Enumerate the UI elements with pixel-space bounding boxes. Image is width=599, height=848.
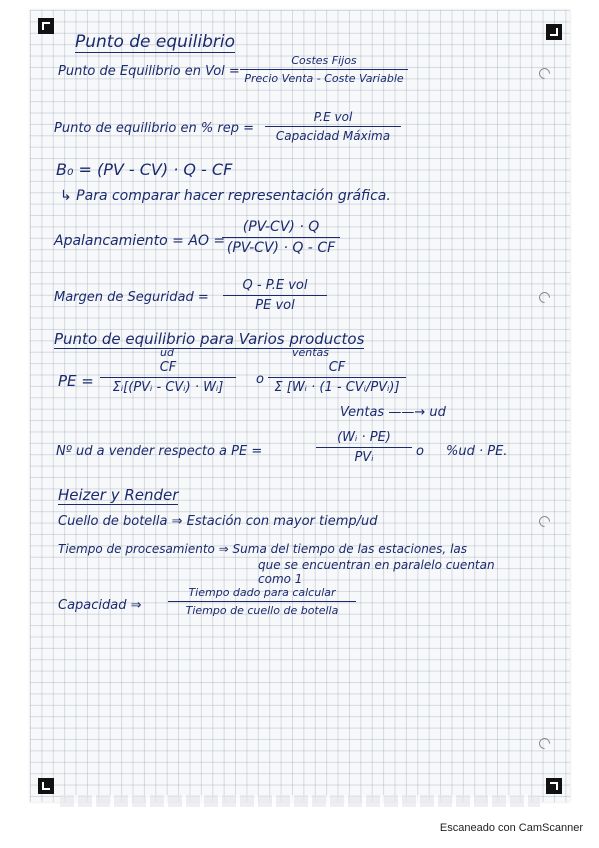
binder-hole [537, 514, 553, 530]
formula-2-numerator: P.E vol [313, 110, 353, 124]
formula-1-numerator: Costes Fijos [291, 54, 357, 67]
pe-fraction-2-denominator: Σ [Wᵢ · (1 - CVᵢ/PVᵢ)] [268, 377, 406, 395]
section-3-title: Heizer y Render [58, 486, 179, 504]
formula-1-fraction [240, 54, 408, 85]
formula-3-note: ↳ Para comparar hacer representación gráfica. [60, 188, 391, 204]
formula-5-label: Margen de Seguridad = [54, 290, 209, 305]
cuello-line: Cuello de botella ⇒ Estación con mayor tiemp/ud [58, 514, 378, 529]
formula-3: B₀ = (PV - CV) · Q - CF [56, 160, 233, 179]
scan-marker-icon [38, 18, 54, 34]
pe-or: o [256, 372, 264, 387]
ventas-to-ud: Ventas ——→ ud [340, 405, 446, 420]
section-2-title: Punto de equilibrio para Varios productos [54, 330, 365, 348]
pe-fraction-2 [268, 360, 406, 395]
nud-denominator: PVᵢ [316, 447, 412, 465]
scan-marker-icon [38, 778, 54, 794]
tiempo-line-1: Tiempo de procesamiento ⇒ Suma del tiempo de las estaciones, las [58, 542, 468, 556]
binder-hole [537, 290, 553, 306]
pe-fraction-1-numerator: CF [159, 360, 177, 375]
scan-strip [60, 795, 540, 807]
formula-4-fraction [222, 219, 340, 256]
nud-alt: %ud · PE. [446, 444, 508, 459]
scanner-watermark: Escaneado con CamScanner [439, 822, 583, 834]
capacidad-label: Capacidad ⇒ [58, 598, 142, 613]
formula-1-label: Punto de Equilibrio en Vol = [58, 64, 240, 79]
pe-ventas-label: ventas [292, 346, 330, 359]
pe-fraction-1 [100, 360, 236, 395]
tiempo-line-2: que se encuentran en paralelo cuentan [258, 558, 495, 572]
nud-fraction [316, 430, 412, 465]
pe-units: ud [160, 346, 174, 359]
page-title: Punto de equilibrio [75, 32, 236, 52]
formula-4-numerator: (PV-CV) · Q [242, 219, 320, 235]
capacidad-numerator: Tiempo dado para calcular [188, 586, 336, 599]
formula-2-denominator: Capacidad Máxima [265, 126, 401, 143]
pe-fraction-2-numerator: CF [328, 360, 346, 375]
binder-hole [537, 66, 553, 82]
nud-numerator: (Wᵢ · PE) [337, 430, 391, 445]
formula-1-denominator: Precio Venta - Coste Variable [240, 69, 408, 85]
capacidad-fraction [168, 586, 356, 617]
formula-5-denominator: PE vol [223, 295, 327, 313]
pe-label: PE = [58, 372, 94, 390]
scan-marker-icon [546, 24, 562, 40]
scan-marker-icon [546, 778, 562, 794]
pe-fraction-1-denominator: Σᵢ[(PVᵢ - CVᵢ) · Wᵢ] [100, 377, 236, 395]
formula-5-fraction [223, 278, 327, 313]
formula-4-label: Apalancamiento = AO = [54, 233, 226, 249]
formula-2-label: Punto de equilibrio en % rep = [54, 121, 254, 136]
capacidad-denominator: Tiempo de cuello de botella [168, 601, 356, 617]
nud-label: Nº ud a vender respecto a PE = [56, 444, 263, 459]
tiempo-line-3: como 1 [258, 572, 303, 586]
binder-hole [537, 736, 553, 752]
formula-5-numerator: Q - P.E vol [242, 278, 308, 293]
formula-2-fraction [265, 110, 401, 143]
nud-or: o [416, 444, 424, 459]
formula-4-denominator: (PV-CV) · Q - CF [222, 237, 340, 256]
